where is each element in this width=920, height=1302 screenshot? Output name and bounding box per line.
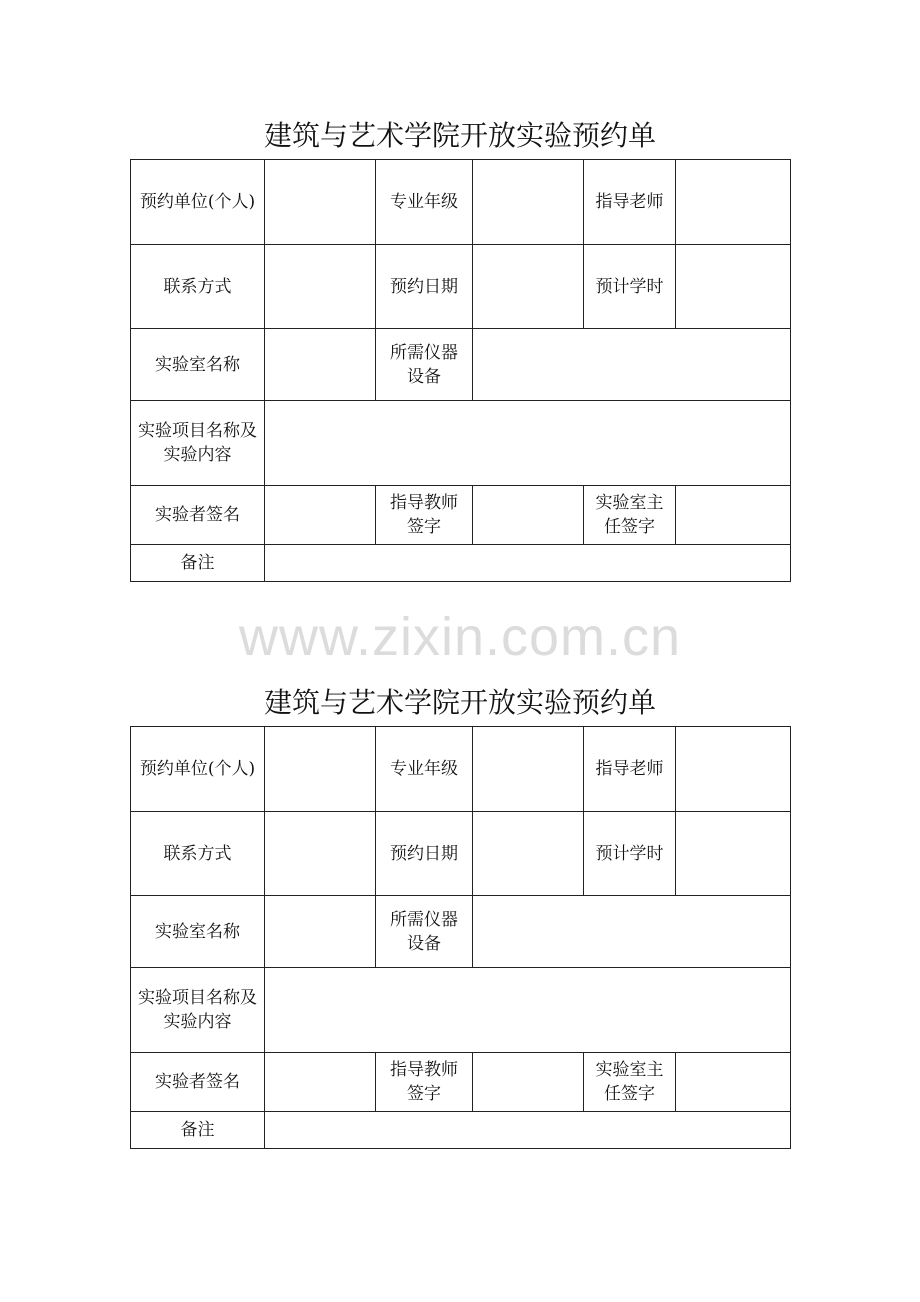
field-project[interactable]: [265, 968, 791, 1053]
label-contact: 联系方式: [131, 245, 265, 329]
field-major-grade[interactable]: [473, 160, 584, 245]
label-major-grade: 专业年级: [376, 160, 473, 245]
reservation-form-table: [130, 159, 791, 582]
label-remarks: 备注: [131, 1112, 265, 1149]
label-equipment: 所需仪器设备: [376, 329, 473, 401]
field-unit[interactable]: [265, 727, 376, 812]
field-equipment[interactable]: [473, 896, 791, 968]
field-major-grade[interactable]: [473, 727, 584, 812]
field-lab-name[interactable]: [265, 329, 376, 401]
label-unit: 预约单位(个人): [131, 160, 265, 245]
field-experimenter-sign[interactable]: [265, 486, 376, 545]
field-date[interactable]: [473, 245, 584, 329]
label-major-grade: 专业年级: [376, 727, 473, 812]
form-title: 建筑与艺术学院开放实验预约单: [263, 119, 656, 152]
field-hours[interactable]: [676, 245, 791, 329]
reservation-form-table: [130, 726, 791, 1149]
label-hours: 预计学时: [584, 812, 676, 896]
field-advisor-sign[interactable]: [473, 486, 584, 545]
field-project[interactable]: [265, 401, 791, 486]
field-advisor-sign[interactable]: [473, 1053, 584, 1112]
label-advisor: 指导老师: [584, 727, 676, 812]
label-date: 预约日期: [376, 812, 473, 896]
field-date[interactable]: [473, 812, 584, 896]
field-director-sign[interactable]: [676, 486, 791, 545]
field-advisor[interactable]: [676, 727, 791, 812]
field-remarks[interactable]: [265, 1112, 791, 1149]
field-remarks[interactable]: [265, 545, 791, 582]
label-advisor-sign: 指导教师签字: [376, 486, 473, 545]
label-lab-name: 实验室名称: [131, 329, 265, 401]
label-remarks: 备注: [131, 545, 265, 582]
label-director-sign: 实验室主任签字: [584, 1053, 676, 1112]
field-contact[interactable]: [265, 812, 376, 896]
label-date: 预约日期: [376, 245, 473, 329]
field-lab-name[interactable]: [265, 896, 376, 968]
field-experimenter-sign[interactable]: [265, 1053, 376, 1112]
label-unit: 预约单位(个人): [131, 727, 265, 812]
watermark: www.zixin.com.cn: [238, 607, 682, 667]
label-experimenter-sign: 实验者签名: [131, 1053, 265, 1112]
label-lab-name: 实验室名称: [131, 896, 265, 968]
field-hours[interactable]: [676, 812, 791, 896]
label-contact: 联系方式: [131, 812, 265, 896]
label-experimenter-sign: 实验者签名: [131, 486, 265, 545]
field-unit[interactable]: [265, 160, 376, 245]
field-contact[interactable]: [265, 245, 376, 329]
field-director-sign[interactable]: [676, 1053, 791, 1112]
label-project: 实验项目名称及实验内容: [131, 401, 265, 486]
form-title: 建筑与艺术学院开放实验预约单: [263, 686, 656, 719]
label-project: 实验项目名称及实验内容: [131, 968, 265, 1053]
label-director-sign: 实验室主任签字: [584, 486, 676, 545]
label-equipment: 所需仪器设备: [376, 896, 473, 968]
field-advisor[interactable]: [676, 160, 791, 245]
field-equipment[interactable]: [473, 329, 791, 401]
label-hours: 预计学时: [584, 245, 676, 329]
label-advisor-sign: 指导教师签字: [376, 1053, 473, 1112]
label-advisor: 指导老师: [584, 160, 676, 245]
